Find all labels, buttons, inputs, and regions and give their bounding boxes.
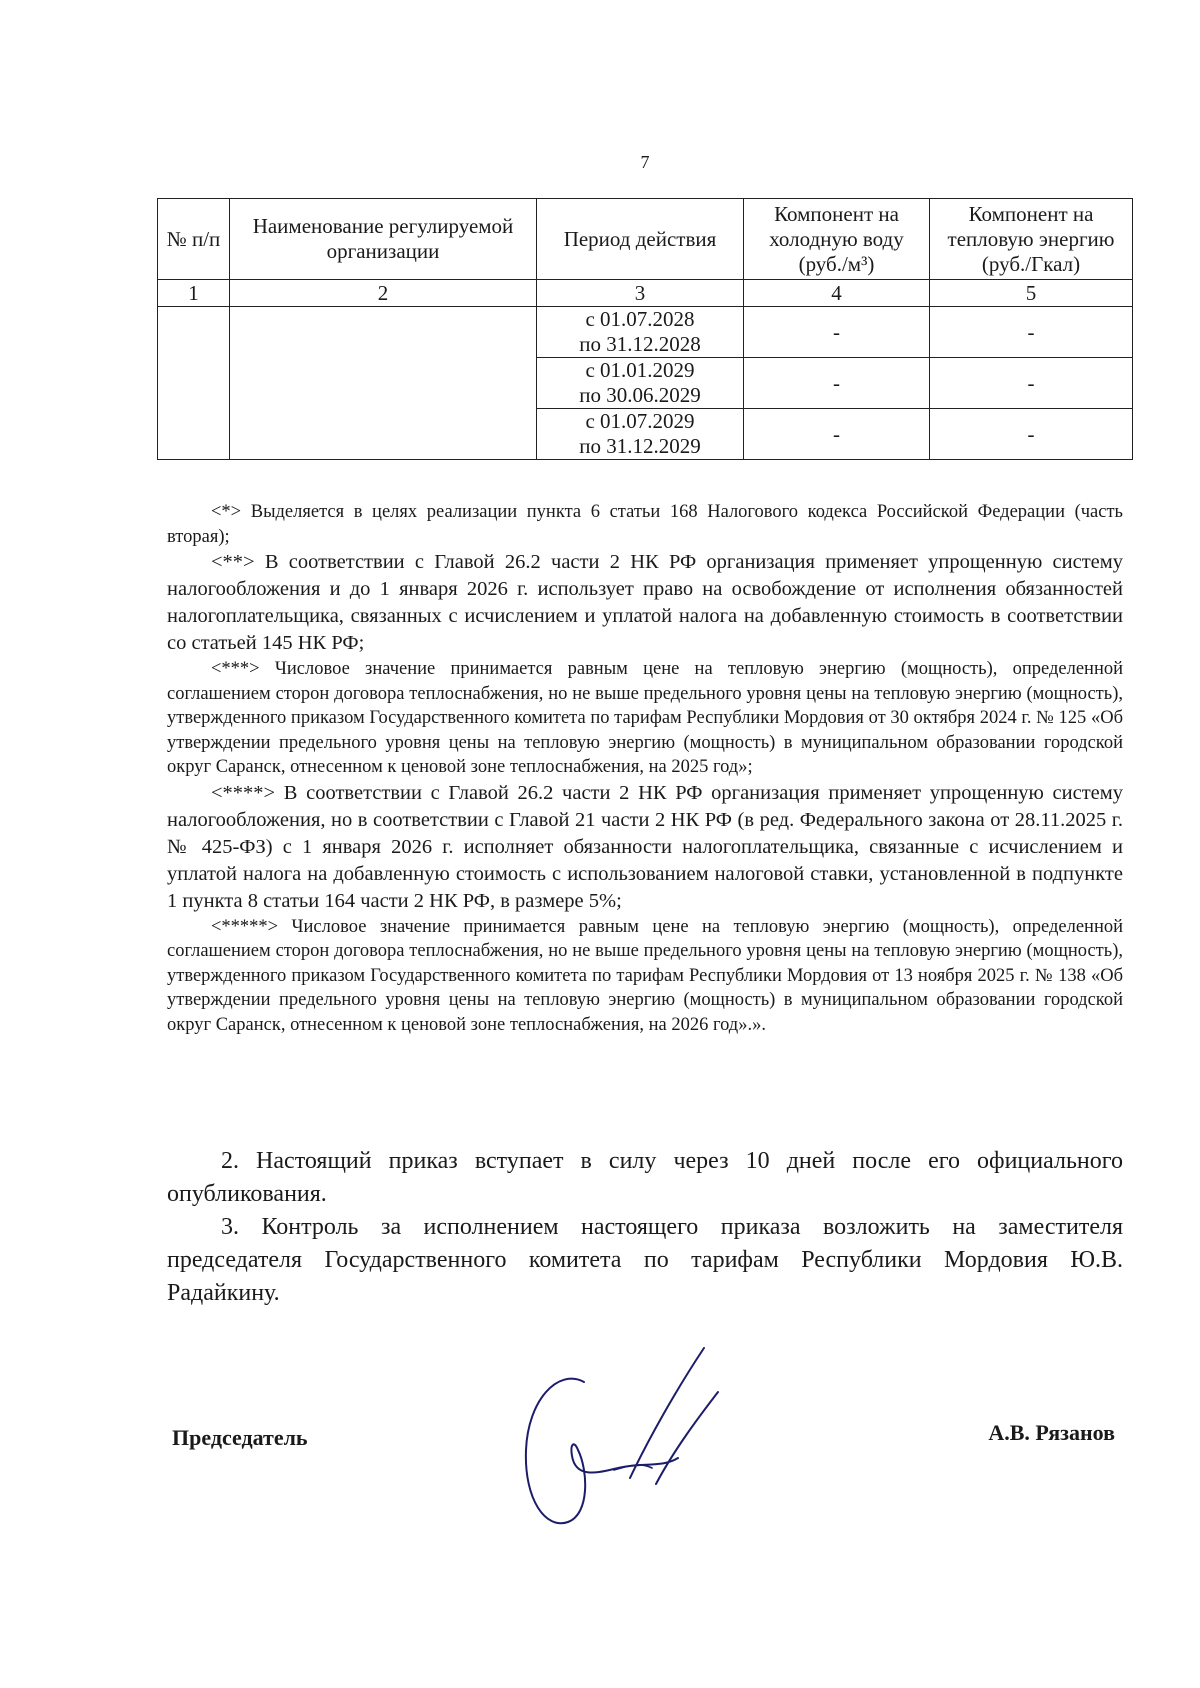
column-number: 1 [158,280,230,307]
footnote: <*> Выделяется в целях реализации пункта 6 статьи 168 Налогового кодекса Российской Федерации (часть вторая); [167,502,1123,547]
heat-cell: - [930,307,1133,358]
footnotes [167,500,1123,1037]
footnote: <****> В соответствии с Главой 26.2 части 2 НК РФ организация применяет упрощенную систему налогообложения, но в соответствии с Главой 21 части 2 НК РФ (в ред. Федерального закона от 28.11.2025 г. № 425-ФЗ) с 1 января 2026 г. исполняет обязанности налогоплательщика, связанные с исчислением и уплатой налога на добавленную стоимость с использованием налоговой ставки, установленной в подпункте 1 пункта 8 статьи 164 части 2 НК РФ, в размере 5%; [167,781,1123,912]
organization-cell [230,307,537,460]
footnote: <*****> Числовое значение принимается равным цене на тепловую энергию (мощность), определенной соглашением сторон договора теплоснабжения, но не выше предельного уровня цены на тепловую энергию (мощность), утвержденного приказом Государственного комитета по тарифам Республики Мордовия от 13 ноября 2025 г. № 138 «Об утверждении предельного уровня цены на тепловую энергию (мощность) в муниципальном образовании городской округ Саранск, отнесенном к ценовой зоне теплоснабжения, на 2026 год».». [167,916,1123,1035]
signatory-name: А.В. Рязанов [988,1420,1115,1445]
column-number: 5 [930,280,1133,307]
header-period: Период действия [537,199,744,280]
period-from: с 01.01.2029 [585,358,695,382]
order-clauses [167,1145,1123,1310]
period-cell [537,307,744,358]
heat-cell: - [930,358,1133,409]
cold-water-cell: - [744,409,930,460]
period-from: с 01.07.2029 [585,409,695,433]
column-number: 4 [744,280,930,307]
header-heat: Компонент на тепловую энергию (руб./Гкал) [930,199,1133,280]
column-number: 2 [230,280,537,307]
period-to: по 31.12.2028 [579,332,701,356]
header-cold-water: Компонент на холодную воду (руб./м³) [744,199,930,280]
cold-water-cell: - [744,358,930,409]
number-cell [158,307,230,460]
clause: 2. Настоящий приказ вступает в силу через 10 дней после его официального опубликования. [167,1148,1123,1207]
handwritten-signature [518,1340,738,1550]
table-row [158,307,1133,358]
footnote: <***> Числовое значение принимается равным цене на тепловую энергию (мощность), определенной соглашением сторон договора теплоснабжения, но не выше предельного уровня цены на тепловую энергию (мощность), утвержденного приказом Государственного комитета по тарифам Республики Мордовия от 30 октября 2024 г. № 125 «Об утверждении предельного уровня цены на тепловую энергию (мощность) в муниципальном образовании городской округ Саранск, отнесенном к ценовой зоне теплоснабжения, на 2025 год»; [167,659,1123,777]
signatory-title: Председатель [172,1425,308,1450]
column-number: 3 [537,280,744,307]
footnote: <**> В соответствии с Главой 26.2 части 2 НК РФ организация применяет упрощенную систему налогообложения и до 1 января 2026 г. использует право на освобождение от исполнения обязанностей налогоплательщика, связанных с исчислением и уплатой налога на добавленную стоимость в соответствии со статьей 145 НК РФ; [167,551,1123,654]
header-organization: Наименование регулируемой организации [230,199,537,280]
table-header-row [158,199,1133,280]
column-number-row [158,280,1133,307]
tariff-table [157,198,1133,460]
period-cell [537,409,744,460]
clause: 3. Контроль за исполнением настоящего приказа возложить на заместителя председателя Государственного комитета по тарифам Республики Мордовия Ю.В. Радайкину. [167,1214,1123,1306]
cold-water-cell: - [744,307,930,358]
heat-cell: - [930,409,1133,460]
period-cell [537,358,744,409]
period-to: по 30.06.2029 [579,383,701,407]
page-number: 7 [640,152,650,172]
header-number: № п/п [158,199,230,280]
period-to: по 31.12.2029 [579,434,701,458]
period-from: с 01.07.2028 [585,307,695,331]
